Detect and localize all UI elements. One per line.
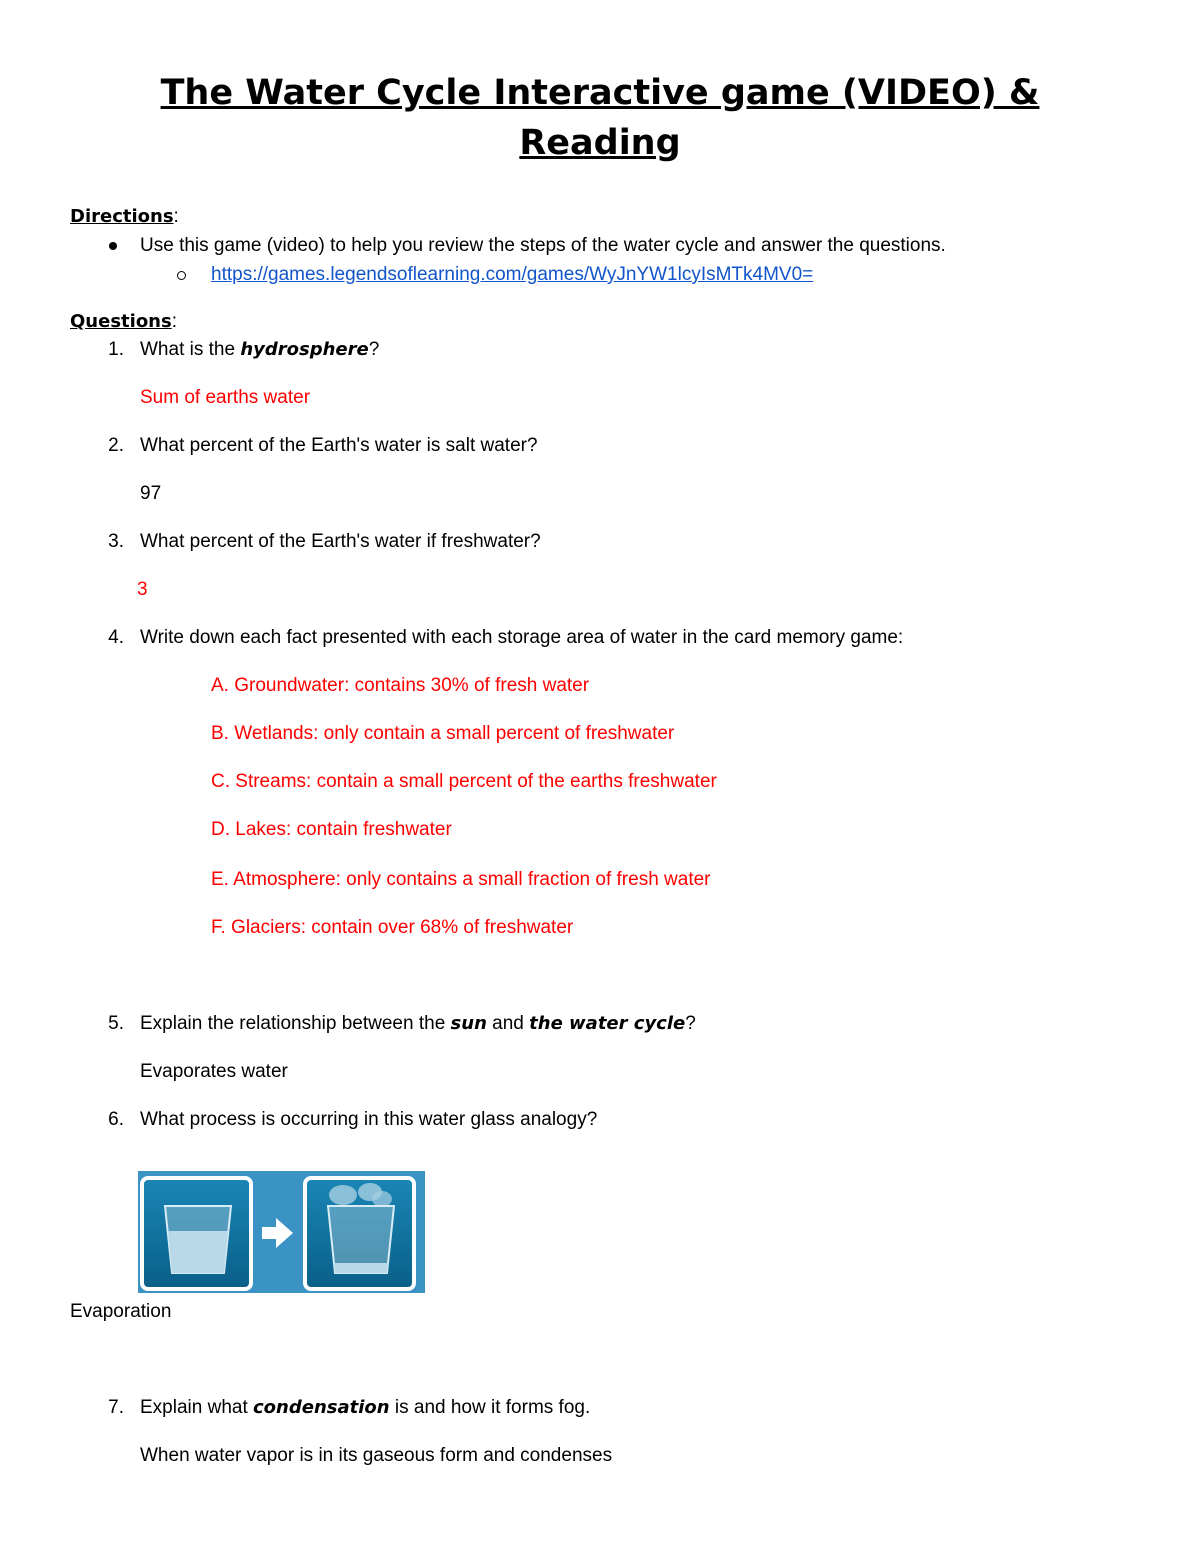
question-7-term: condensation [253, 1397, 390, 1418]
question-5-text: Explain the relationship between the [140, 1013, 451, 1034]
questions-heading-row [70, 310, 177, 334]
question-number-6: 6. [108, 1109, 124, 1130]
question-3: What percent of the Earth's water if freshwater? [140, 531, 541, 552]
directions-heading-row [70, 205, 179, 229]
bullet-dot [109, 242, 117, 250]
question-2: What percent of the Earth's water is salt water? [140, 435, 538, 456]
question-1-term: hydrosphere [240, 339, 369, 360]
question-7-text: Explain what [140, 1397, 254, 1418]
question-number-1: 1. [108, 339, 124, 360]
question-1-text: What is the [140, 339, 241, 360]
sub-bullet-circle [177, 271, 186, 280]
question-6: What process is occurring in this water glass analogy? [140, 1109, 598, 1130]
answer-6: Evaporation [70, 1301, 172, 1322]
question-number-5: 5. [108, 1013, 124, 1034]
question-7-post: is and how it forms fog. [389, 1397, 591, 1418]
answer-4-c: C. Streams: contain a small percent of the earths freshwater [211, 771, 717, 792]
question-5 [140, 1012, 696, 1036]
question-7 [140, 1396, 590, 1420]
directions-heading: Directions [70, 206, 174, 227]
question-1 [140, 338, 379, 362]
document-title [0, 68, 1200, 168]
question-5-and: and [486, 1013, 530, 1034]
question-5-term-sun: sun [450, 1013, 487, 1034]
questions-heading: Questions [70, 311, 172, 332]
question-5-post: ? [685, 1013, 696, 1034]
directions-colon: : [173, 206, 179, 227]
question-number-2: 2. [108, 435, 124, 456]
answer-4-f: F. Glaciers: contain over 68% of freshwater [211, 917, 574, 938]
question-number-4: 4. [108, 627, 124, 648]
answer-4-a: A. Groundwater: contains 30% of fresh water [211, 675, 590, 696]
question-1-post: ? [368, 339, 380, 360]
question-number-3: 3. [108, 531, 124, 552]
water-glass-analogy-image [138, 1171, 425, 1293]
title-line-2: Reading [519, 123, 681, 163]
directions-bullet-text: Use this game (video) to help you review the steps of the water cycle and answer the questions. [140, 235, 946, 256]
answer-7: When water vapor is in its gaseous form and condenses [140, 1445, 613, 1466]
answer-3: 3 [137, 579, 148, 600]
answer-4-e: E. Atmosphere: only contains a small fraction of fresh water [211, 869, 711, 890]
answer-1: Sum of earths water [140, 387, 311, 408]
questions-colon: : [171, 311, 177, 332]
answer-4-b: B. Wetlands: only contain a small percent of freshwater [211, 723, 675, 744]
title-line-1: The Water Cycle Interactive game (VIDEO) & [160, 73, 1040, 113]
answer-4-d: D. Lakes: contain freshwater [211, 819, 452, 840]
question-5-term-cycle: the water cycle [529, 1013, 686, 1034]
answer-2: 97 [140, 483, 162, 504]
answer-5: Evaporates water [140, 1061, 288, 1082]
question-number-7: 7. [108, 1397, 124, 1418]
question-4: Write down each fact presented with each storage area of water in the card memory game: [140, 627, 904, 648]
evaporation-glasses-illustration [138, 1171, 425, 1293]
game-link[interactable]: https://games.legendsoflearning.com/games/WyJnYW1lcyIsMTk4MV0= [211, 264, 814, 285]
